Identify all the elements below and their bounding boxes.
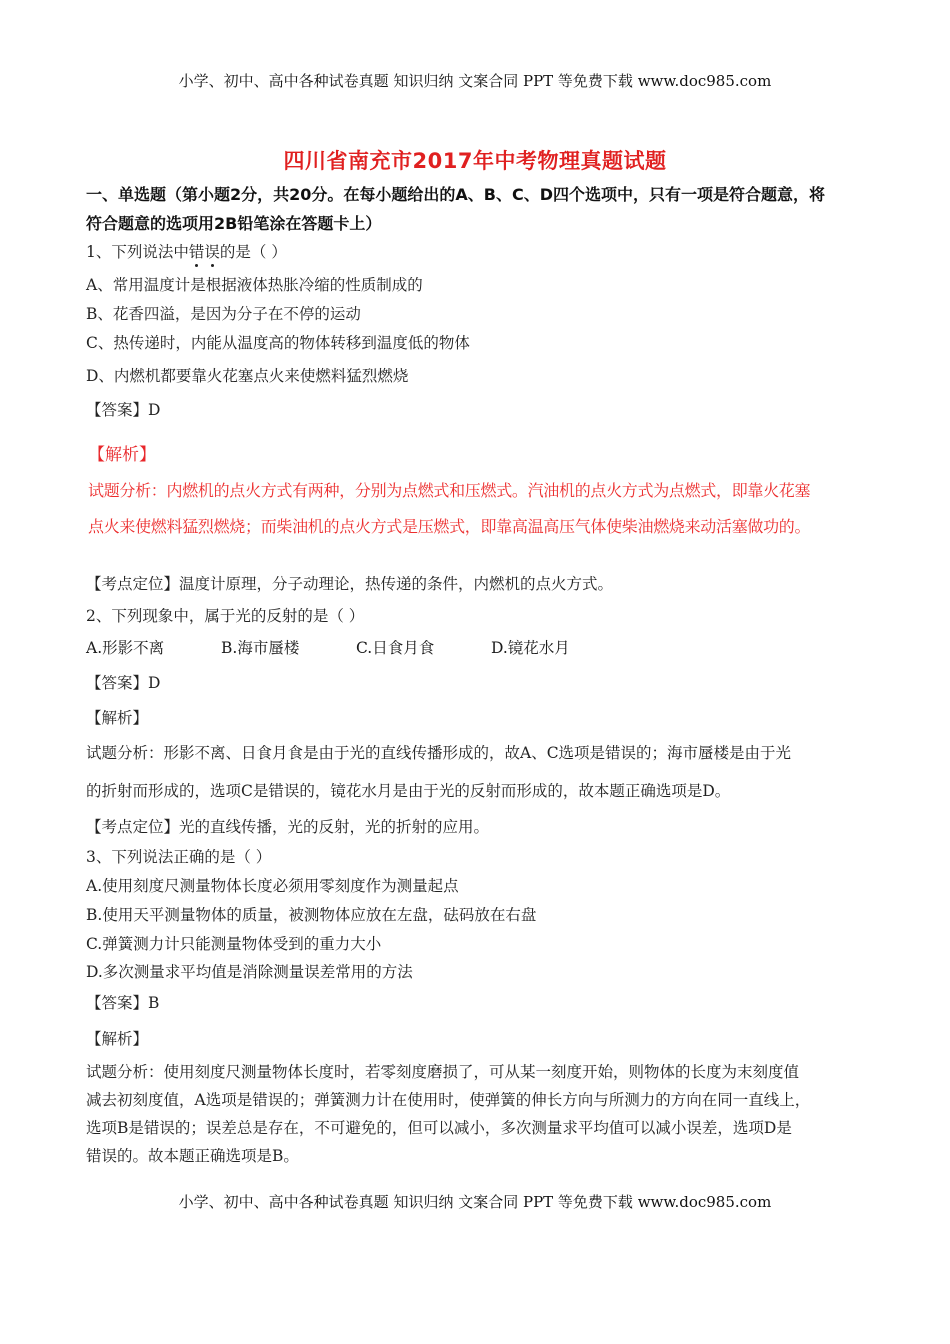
stem-text: 1、下列说法中: [86, 243, 189, 261]
question-2-options: [86, 636, 626, 658]
question-3-analysis-line1: 试题分析：使用刻度尺测量物体长度时，若零刻度磨损了，可从某一刻度开始，则物体的长度为末刻度值: [86, 1063, 800, 1081]
question-3-analysis-line2: 减去初刻度值，A选项是错误的；弹簧测力计在使用时，使弹簧的伸长方向与所测力的方向在同一直线上，: [86, 1091, 811, 1109]
section-heading-line1: 一、单选题（第小题2分，共20分。在每小题给出的A、B、C、D四个选项中，只有一项是符合题意，将: [86, 185, 826, 204]
page-header: 小学、初中、高中各种试卷真题 知识归纳 文案合同 PPT 等免费下载 www.doc985.com: [178, 72, 772, 90]
question-3-analysis-line3: 选项B是错误的；误差总是存在，不可避免的，但可以减小，多次测量求平均值可以减小误差，选项D是: [86, 1119, 792, 1137]
question-3-answer: 【答案】B: [86, 994, 160, 1012]
question-1-analysis-line2: 点火来使燃料猛烈燃烧；而柴油机的点火方式是压燃式，即靠高温高压气体使柴油燃烧来动活塞做功的。: [88, 517, 811, 536]
question-1-option-a: A、常用温度计是根据液体热胀冷缩的性质制成的: [86, 276, 423, 294]
question-1-option-b: B、花香四溢，是因为分子在不停的运动: [86, 305, 361, 323]
question-1-kaodian: 【考点定位】温度计原理，分子动理论，热传递的条件，内燃机的点火方式。: [86, 575, 614, 593]
question-2-analysis-line1: 试题分析：形影不离、日食月食是由于光的直线传播形成的，故A、C选项是错误的；海市蜃楼是由于光: [86, 744, 792, 762]
question-3-option-c: C.弹簧测力计只能测量物体受到的重力大小: [86, 935, 382, 953]
question-2-analysis-line2: 的折射而形成的，选项C是错误的，镜花水月是由于光的反射而形成的，故本题正确选项是D。: [86, 782, 731, 800]
section-heading-line2: 符合题意的选项用2B铅笔涂在答题卡上）: [86, 214, 382, 233]
question-3-analysis-line4: 错误的。故本题正确选项是B。: [86, 1147, 299, 1165]
question-2-option-b: B.海市蜃楼: [221, 639, 300, 657]
question-2-stem: 2、下列现象中，属于光的反射的是（ ）: [86, 607, 365, 625]
page-title: 四川省南充市2017年中考物理真题试题: [283, 149, 667, 173]
page-footer: 小学、初中、高中各种试卷真题 知识归纳 文案合同 PPT 等免费下载 www.doc985.com: [178, 1193, 772, 1211]
stem-text: 的是（ ）: [219, 243, 287, 261]
question-1-option-d: D、内燃机都要靠火花塞点火来使燃料猛烈燃烧: [86, 367, 409, 385]
question-1-option-c: C、热传递时，内能从温度高的物体转移到温度低的物体: [86, 334, 470, 352]
question-3-analysis-label: 【解析】: [86, 1030, 149, 1048]
question-2-kaodian: 【考点定位】光的直线传播，光的反射，光的折射的应用。: [86, 818, 490, 836]
question-3-option-b: B.使用天平测量物体的质量，被测物体应放在左盘，砝码放在右盘: [86, 906, 537, 924]
emphasis-char: 误: [204, 243, 220, 261]
question-3-option-a: A.使用刻度尺测量物体长度必须用零刻度作为测量起点: [86, 877, 459, 895]
question-2-answer: 【答案】D: [86, 674, 161, 692]
question-2-option-d: D.镜花水月: [491, 639, 570, 657]
question-3-stem: 3、下列说法正确的是（ ）: [86, 848, 272, 866]
question-1-stem: [86, 240, 287, 262]
question-1-analysis-label: 【解析】: [88, 445, 156, 465]
question-1-analysis-line1: 试题分析：内燃机的点火方式有两种，分别为点燃式和压燃式。汽油机的点火方式为点燃式，即靠火花塞: [88, 481, 811, 500]
question-2-option-a: A.形影不离: [86, 639, 165, 657]
emphasis-char: 错: [188, 243, 205, 261]
question-2-analysis-label: 【解析】: [86, 709, 149, 727]
question-1-answer: 【答案】D: [86, 401, 161, 419]
question-2-option-c: C.日食月食: [356, 639, 435, 657]
question-3-option-d: D.多次测量求平均值是消除测量误差常用的方法: [86, 963, 413, 981]
